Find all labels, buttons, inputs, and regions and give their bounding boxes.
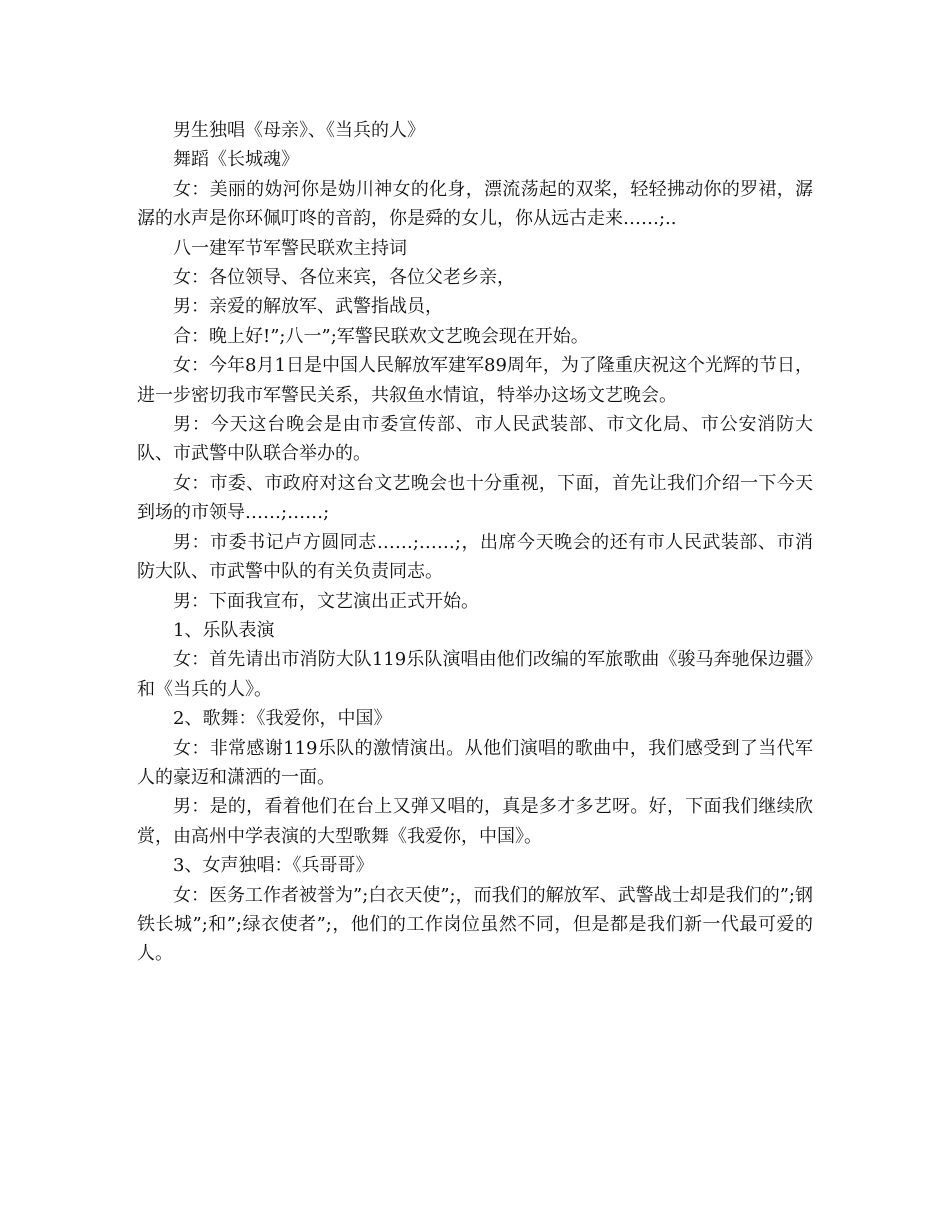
paragraph: 女：非常感谢119乐队的激情演出。从他们演唱的歌曲中，我们感受到了当代军人的豪迈和潇洒的一面。: [137, 737, 813, 788]
paragraph: 男：亲爱的解放军、武警指战员，: [173, 296, 443, 318]
paragraph: 男：是的，看着他们在台上又弹又唱的，真是多才多艺呀。好，下面我们继续欣赏，由高州中学表演的大型歌舞《我爱你，中国》。: [137, 796, 813, 847]
paragraph: 女：医务工作者被誉为”;白衣天使”;，而我们的解放军、武警战士却是我们的”;钢铁长城”;和”;绿衣使者”;，他们的工作岗位虽然不同，但是都是我们新一代最可爱的人。: [137, 884, 813, 965]
paragraph: 男：今天这台晚会是由市委宣传部、市人民武装部、市文化局、市公安消防大队、市武警中队联合举办的。: [137, 414, 813, 465]
paragraph: 女：首先请出市消防大队119乐队演唱由他们改编的军旅歌曲《骏马奔驰保边疆》和《当兵的人》。: [137, 649, 813, 700]
paragraph: 女：美丽的妫河你是妫川神女的化身，漂流荡起的双桨，轻轻拂动你的罗裙，潺潺的水声是你环佩叮咚的音韵，你是舜的女儿，你从远古走来……;..: [137, 178, 813, 230]
program-item: 1、乐队表演: [173, 619, 275, 641]
paragraph: 女：市委、市政府对这台文艺晚会也十分重视，下面，首先让我们介绍一下今天到场的市领导……;……;: [137, 472, 813, 524]
program-item: 3、女声独唱：《兵哥哥》: [173, 855, 374, 877]
paragraph: 合：晚上好!”;八一”;军警民联欢文艺晚会现在开始。: [173, 325, 589, 347]
paragraph: 男：市委书记卢方圆同志……;……;，出席今天晚会的还有市人民武装部、市消防大队、市武警中队的有关负责同志。: [137, 531, 813, 583]
paragraph: 男：下面我宣布，文艺演出正式开始。: [173, 590, 479, 612]
paragraph: 舞蹈《长城魂》: [173, 149, 299, 171]
section-heading: 八一建军节军警民联欢主持词: [173, 237, 407, 259]
paragraph: 女：今年8月1日是中国人民解放军建军89周年，为了隆重庆祝这个光辉的节日，进一步密切我市军警民关系，共叙鱼水情谊，特举办这场文艺晚会。: [137, 355, 813, 406]
document-body: [137, 116, 813, 969]
paragraph: 女：各位领导、各位来宾，各位父老乡亲，: [173, 267, 515, 289]
program-item: 2、歌舞：《我爱你，中国》: [173, 708, 392, 730]
paragraph: 男生独唱《母亲》、《当兵的人》: [173, 120, 425, 141]
